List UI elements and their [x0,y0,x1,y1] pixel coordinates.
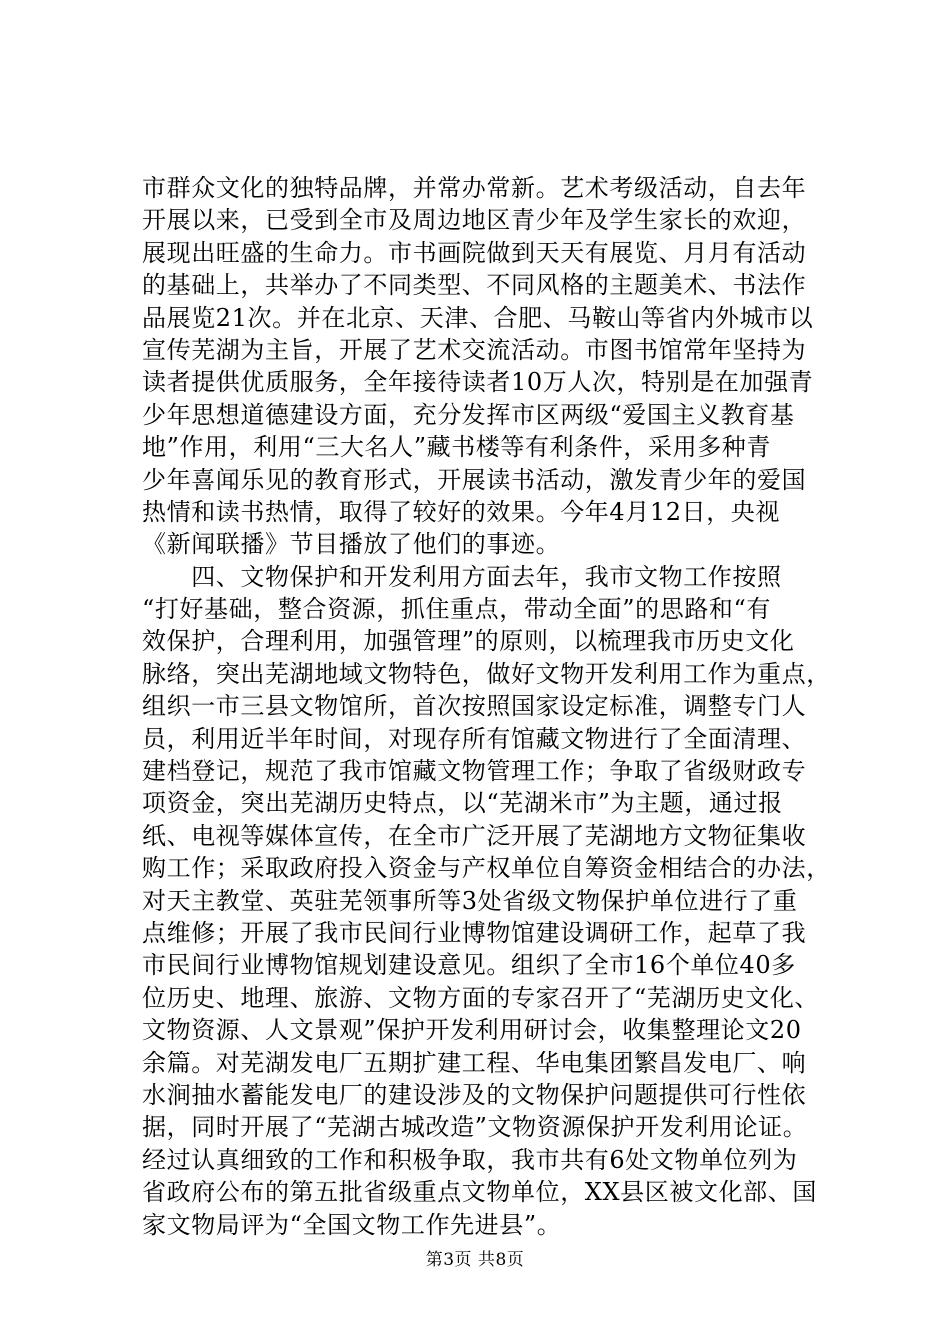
text-line: 读者提供优质服务，全年接待读者10万人次，特别是在加强青 [142,368,814,397]
text-line: 效保护，合理利用，加强管理”的原则，以梳理我市历史文化 [142,627,795,656]
text-line: 少年喜闻乐见的教育形式，开展读书活动，激发青少年的爱国 [142,465,807,494]
text-line: 脉络，突出芜湖地域文物特色，做好文物开发利用工作为重点， [142,659,831,688]
text-line: 据，同时开展了“芜湖古城改造”文物资源保护开发利用论证。 [142,1113,808,1142]
document-body [142,172,842,1241]
text-line: 购工作；采取政府投入资金与产权单位自筹资金相结合的办法， [142,854,831,883]
text-line: 热情和读书热情，取得了较好的效果。今年4月12日，央视 [142,497,781,526]
text-line: 家文物局评为“全国文物工作先进县”。 [142,1210,562,1239]
text-line: 余篇。对芜湖发电厂五期扩建工程、华电集团繁昌发电厂、响 [142,1048,807,1077]
text-line: 建档登记，规范了我市馆藏文物管理工作；争取了省级财政专 [142,757,807,786]
text-line: 经过认真细致的工作和积极争取，我市共有6处文物单位列为 [142,1145,798,1174]
text-line: “打好基础，整合资源，抓住重点，带动全面”的思路和“有 [142,595,772,624]
text-line: 展现出旺盛的生命力。市书画院做到天天有展览、月月有活动 [142,238,807,267]
text-line: 少年思想道德建设方面，充分发挥市区两级“爱国主义教育基 [142,400,795,429]
text-line: 水涧抽水蓄能发电厂的建设涉及的文物保护问题提供可行性依 [142,1080,807,1109]
text-line: 的基础上，共举办了不同类型、不同风格的主题美术、书法作 [142,271,807,300]
text-line: 员，利用近半年时间，对现存所有馆藏文物进行了全面清理、 [142,724,807,753]
text-line: 组织一市三县文物馆所，首次按照国家设定标准，调整专门人 [142,692,807,721]
text-line: 项资金，突出芜湖历史特点，以“芜湖米市”为主题，通过报 [142,789,783,818]
text-line: 地”作用，利用“三大名人”藏书楼等有利条件，采用多种青 [142,433,772,462]
text-line: 四、文物保护和开发利用方面去年，我市文物工作按照 [142,562,782,591]
text-line: 宣传芜湖为主旨，开展了艺术交流活动。市图书馆常年坚持为 [142,335,807,364]
text-line: 点维修；开展了我市民间行业博物馆建设调研工作，起草了我 [142,918,807,947]
text-line: 对天主教堂、英驻芜领事所等3处省级文物保护单位进行了重 [142,886,798,915]
text-line: 开展以来，已受到全市及周边地区青少年及学生家长的欢迎， [142,206,807,235]
page-footer: 第3页 共8页 [425,1250,525,1270]
text-line: 《新闻联播》节目播放了他们的事迹。 [142,530,561,559]
text-line: 位历史、地理、旅游、文物方面的专家召开了“芜湖历史文化、 [142,983,820,1012]
text-line: 品展览21次。并在北京、天津、合肥、马鞍山等省内外城市以 [142,303,814,332]
text-line: 文物资源、人文景观”保护开发利用研讨会，收集整理论文20 [142,1016,802,1045]
text-line: 市民间行业博物馆规划建设意见。组织了全市16个单位40多 [142,951,796,980]
text-line: 市群众文化的独特品牌，并常办常新。艺术考级活动，自去年 [142,174,807,202]
text-line: 纸、电视等媒体宣传，在全市广泛开展了芜湖地方文物征集收 [142,821,807,850]
text-line: 省政府公布的第五批省级重点文物单位，XX县区被文化部、国 [142,1178,817,1207]
